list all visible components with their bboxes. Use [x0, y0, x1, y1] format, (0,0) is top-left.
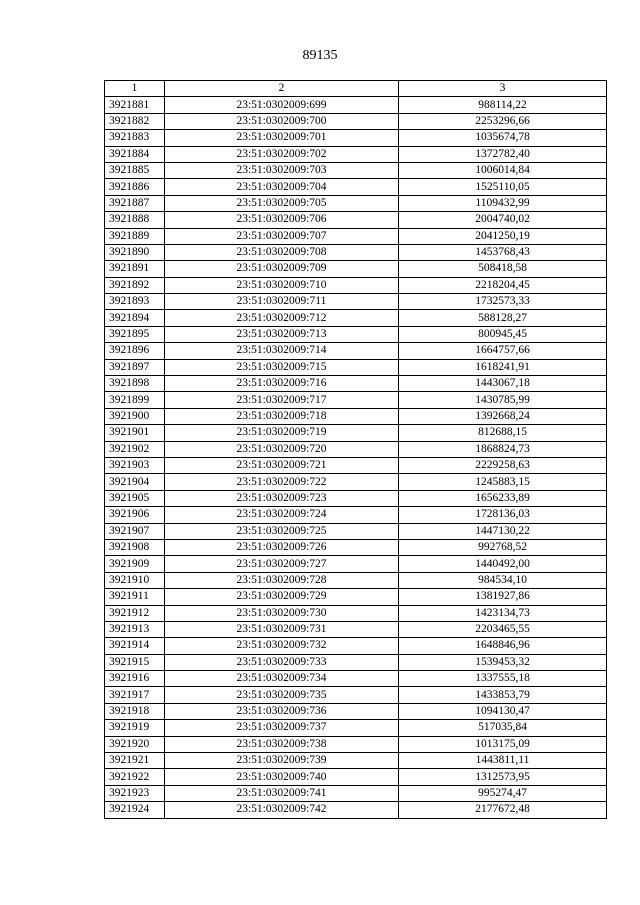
value-cell: 988114,22 — [399, 97, 607, 113]
table-row — [105, 162, 607, 178]
header-cell-2: 2 — [165, 81, 399, 97]
value-cell: 1453768,43 — [399, 244, 607, 260]
value-cell: 1035674,78 — [399, 130, 607, 146]
table-row — [105, 736, 607, 752]
cadastral-number-cell: 23:51:0302009:735 — [165, 687, 399, 703]
table-row — [105, 261, 607, 277]
number-cell: 3921904 — [105, 474, 165, 490]
table-row — [105, 687, 607, 703]
number-cell: 3921920 — [105, 736, 165, 752]
number-cell: 3921901 — [105, 425, 165, 441]
table-row — [105, 310, 607, 326]
table-row — [105, 441, 607, 457]
table-row — [105, 97, 607, 113]
table-row — [105, 359, 607, 375]
value-cell: 1109432,99 — [399, 195, 607, 211]
value-cell: 1656233,89 — [399, 490, 607, 506]
value-cell: 1728136,03 — [399, 507, 607, 523]
cadastral-number-cell: 23:51:0302009:709 — [165, 261, 399, 277]
table-row — [105, 195, 607, 211]
table-row — [105, 146, 607, 162]
header-row — [105, 81, 607, 97]
cadastral-number-cell: 23:51:0302009:714 — [165, 343, 399, 359]
table-row — [105, 785, 607, 801]
cadastral-number-cell: 23:51:0302009:724 — [165, 507, 399, 523]
value-cell: 517035,84 — [399, 720, 607, 736]
number-cell: 3921918 — [105, 703, 165, 719]
value-cell: 1372782,40 — [399, 146, 607, 162]
table-row — [105, 408, 607, 424]
table-row — [105, 589, 607, 605]
value-cell: 2253296,66 — [399, 113, 607, 129]
value-cell: 1013175,09 — [399, 736, 607, 752]
table-row — [105, 753, 607, 769]
value-cell: 1443811,11 — [399, 753, 607, 769]
value-cell: 1423134,73 — [399, 605, 607, 621]
cadastral-number-cell: 23:51:0302009:722 — [165, 474, 399, 490]
number-cell: 3921905 — [105, 490, 165, 506]
cadastral-number-cell: 23:51:0302009:710 — [165, 277, 399, 293]
cadastral-number-cell: 23:51:0302009:729 — [165, 589, 399, 605]
cadastral-number-cell: 23:51:0302009:731 — [165, 621, 399, 637]
number-cell: 3921889 — [105, 228, 165, 244]
cadastral-number-cell: 23:51:0302009:733 — [165, 654, 399, 670]
table-row — [105, 556, 607, 572]
cadastral-number-cell: 23:51:0302009:715 — [165, 359, 399, 375]
cadastral-number-cell: 23:51:0302009:728 — [165, 572, 399, 588]
table-row — [105, 474, 607, 490]
table-row — [105, 802, 607, 818]
cadastral-number-cell: 23:51:0302009:734 — [165, 671, 399, 687]
number-cell: 3921910 — [105, 572, 165, 588]
value-cell: 984534,10 — [399, 572, 607, 588]
number-cell: 3921886 — [105, 179, 165, 195]
value-cell: 1430785,99 — [399, 392, 607, 408]
value-cell: 1447130,22 — [399, 523, 607, 539]
cadastral-number-cell: 23:51:0302009:738 — [165, 736, 399, 752]
value-cell: 2203465,55 — [399, 621, 607, 637]
value-cell: 1337555,18 — [399, 671, 607, 687]
number-cell: 3921916 — [105, 671, 165, 687]
cadastral-number-cell: 23:51:0302009:736 — [165, 703, 399, 719]
value-cell: 1312573,95 — [399, 769, 607, 785]
cadastral-number-cell: 23:51:0302009:717 — [165, 392, 399, 408]
number-cell: 3921897 — [105, 359, 165, 375]
table-row — [105, 605, 607, 621]
table-row — [105, 179, 607, 195]
cadastral-number-cell: 23:51:0302009:702 — [165, 146, 399, 162]
cadastral-number-cell: 23:51:0302009:707 — [165, 228, 399, 244]
table-row — [105, 621, 607, 637]
table-row — [105, 228, 607, 244]
cadastral-number-cell: 23:51:0302009:739 — [165, 753, 399, 769]
table-row — [105, 392, 607, 408]
table-row — [105, 523, 607, 539]
number-cell: 3921906 — [105, 507, 165, 523]
value-cell: 1539453,32 — [399, 654, 607, 670]
value-cell: 992768,52 — [399, 539, 607, 555]
table-row — [105, 572, 607, 588]
table-row — [105, 130, 607, 146]
number-cell: 3921891 — [105, 261, 165, 277]
table-row — [105, 244, 607, 260]
value-cell: 800945,45 — [399, 326, 607, 342]
number-cell: 3921894 — [105, 310, 165, 326]
cadastral-number-cell: 23:51:0302009:704 — [165, 179, 399, 195]
cadastral-number-cell: 23:51:0302009:711 — [165, 294, 399, 310]
table-row — [105, 425, 607, 441]
table-row — [105, 638, 607, 654]
header-cell-1: 1 — [105, 81, 165, 97]
number-cell: 3921899 — [105, 392, 165, 408]
cadastral-number-cell: 23:51:0302009:741 — [165, 785, 399, 801]
cadastral-number-cell: 23:51:0302009:720 — [165, 441, 399, 457]
cadastral-number-cell: 23:51:0302009:700 — [165, 113, 399, 129]
cadastral-number-cell: 23:51:0302009:712 — [165, 310, 399, 326]
number-cell: 3921907 — [105, 523, 165, 539]
cadastral-number-cell: 23:51:0302009:708 — [165, 244, 399, 260]
value-cell: 1440492,00 — [399, 556, 607, 572]
number-cell: 3921909 — [105, 556, 165, 572]
cadastral-number-cell: 23:51:0302009:721 — [165, 457, 399, 473]
number-cell: 3921881 — [105, 97, 165, 113]
number-cell: 3921888 — [105, 212, 165, 228]
number-cell: 3921923 — [105, 785, 165, 801]
cadastral-number-cell: 23:51:0302009:732 — [165, 638, 399, 654]
cadastral-number-cell: 23:51:0302009:718 — [165, 408, 399, 424]
cadastral-number-cell: 23:51:0302009:740 — [165, 769, 399, 785]
value-cell: 1433853,79 — [399, 687, 607, 703]
number-cell: 3921903 — [105, 457, 165, 473]
value-cell: 1443067,18 — [399, 376, 607, 392]
cadastral-number-cell: 23:51:0302009:725 — [165, 523, 399, 539]
number-cell: 3921882 — [105, 113, 165, 129]
number-cell: 3921913 — [105, 621, 165, 637]
table-row — [105, 212, 607, 228]
number-cell: 3921885 — [105, 162, 165, 178]
cadastral-number-cell: 23:51:0302009:737 — [165, 720, 399, 736]
value-cell: 588128,27 — [399, 310, 607, 326]
number-cell: 3921919 — [105, 720, 165, 736]
table-row — [105, 343, 607, 359]
cadastral-number-cell: 23:51:0302009:699 — [165, 97, 399, 113]
table-row — [105, 113, 607, 129]
value-cell: 995274,47 — [399, 785, 607, 801]
number-cell: 3921895 — [105, 326, 165, 342]
value-cell: 1664757,66 — [399, 343, 607, 359]
cadastral-number-cell: 23:51:0302009:701 — [165, 130, 399, 146]
header-cell-3: 3 — [399, 81, 607, 97]
table-row — [105, 277, 607, 293]
table-header — [105, 81, 607, 97]
number-cell: 3921915 — [105, 654, 165, 670]
value-cell: 2218204,45 — [399, 277, 607, 293]
cadastral-number-cell: 23:51:0302009:705 — [165, 195, 399, 211]
value-cell: 1381927,86 — [399, 589, 607, 605]
value-cell: 1648846,96 — [399, 638, 607, 654]
cadastral-number-cell: 23:51:0302009:716 — [165, 376, 399, 392]
value-cell: 508418,58 — [399, 261, 607, 277]
number-cell: 3921924 — [105, 802, 165, 818]
number-cell: 3921890 — [105, 244, 165, 260]
number-cell: 3921908 — [105, 539, 165, 555]
value-cell: 1618241,91 — [399, 359, 607, 375]
table-row — [105, 457, 607, 473]
number-cell: 3921911 — [105, 589, 165, 605]
cadastral-number-cell: 23:51:0302009:723 — [165, 490, 399, 506]
table-row — [105, 539, 607, 555]
number-cell: 3921922 — [105, 769, 165, 785]
cadastral-number-cell: 23:51:0302009:719 — [165, 425, 399, 441]
cadastral-number-cell: 23:51:0302009:706 — [165, 212, 399, 228]
cadastral-number-cell: 23:51:0302009:727 — [165, 556, 399, 572]
value-cell: 2177672,48 — [399, 802, 607, 818]
value-cell: 1006014,84 — [399, 162, 607, 178]
value-cell: 812688,15 — [399, 425, 607, 441]
number-cell: 3921896 — [105, 343, 165, 359]
table-row — [105, 671, 607, 687]
table-row — [105, 376, 607, 392]
table-body — [105, 97, 607, 818]
value-cell: 1732573,33 — [399, 294, 607, 310]
table-row — [105, 490, 607, 506]
value-cell: 1868824,73 — [399, 441, 607, 457]
table-row — [105, 720, 607, 736]
cadastral-number-cell: 23:51:0302009:742 — [165, 802, 399, 818]
number-cell: 3921884 — [105, 146, 165, 162]
number-cell: 3921893 — [105, 294, 165, 310]
number-cell: 3921887 — [105, 195, 165, 211]
number-cell: 3921921 — [105, 753, 165, 769]
table-row — [105, 507, 607, 523]
number-cell: 3921914 — [105, 638, 165, 654]
table-row — [105, 703, 607, 719]
number-cell: 3921892 — [105, 277, 165, 293]
cadastral-number-cell: 23:51:0302009:703 — [165, 162, 399, 178]
number-cell: 3921883 — [105, 130, 165, 146]
number-cell: 3921900 — [105, 408, 165, 424]
value-cell: 1392668,24 — [399, 408, 607, 424]
page-number: 89135 — [302, 48, 338, 63]
value-cell: 2229258,63 — [399, 457, 607, 473]
value-cell: 2041250,19 — [399, 228, 607, 244]
number-cell: 3921898 — [105, 376, 165, 392]
value-cell: 2004740,02 — [399, 212, 607, 228]
number-cell: 3921902 — [105, 441, 165, 457]
register-table — [104, 80, 607, 819]
cadastral-number-cell: 23:51:0302009:713 — [165, 326, 399, 342]
table-row — [105, 769, 607, 785]
value-cell: 1245883,15 — [399, 474, 607, 490]
cadastral-number-cell: 23:51:0302009:726 — [165, 539, 399, 555]
table-row — [105, 294, 607, 310]
table-row — [105, 654, 607, 670]
cadastral-number-cell: 23:51:0302009:730 — [165, 605, 399, 621]
value-cell: 1525110,05 — [399, 179, 607, 195]
value-cell: 1094130,47 — [399, 703, 607, 719]
number-cell: 3921912 — [105, 605, 165, 621]
number-cell: 3921917 — [105, 687, 165, 703]
table-row — [105, 326, 607, 342]
